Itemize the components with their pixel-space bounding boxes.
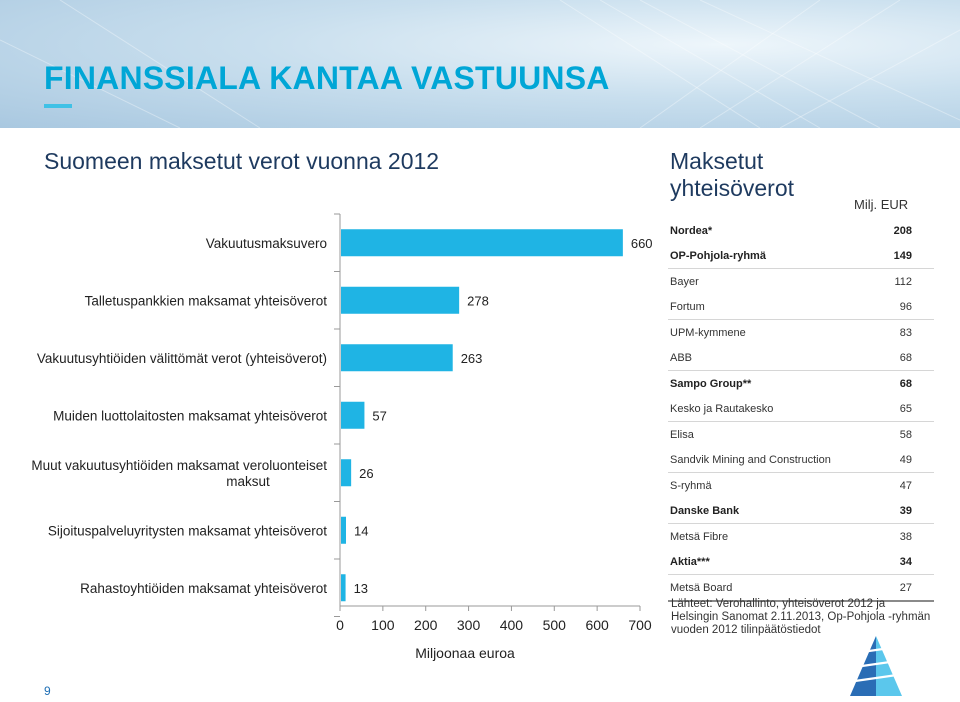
bar (341, 459, 351, 486)
side-table-title: Maksetut yhteisöverot (670, 148, 795, 201)
company-name: Metsä Fibre (670, 530, 729, 543)
table-row (668, 549, 934, 575)
company-name: ABB (668, 345, 840, 371)
page-title: FINANSSIALA KANTAA VASTUUNSA (44, 60, 610, 96)
tax-value: 96 (840, 294, 934, 320)
tax-value: 47 (899, 479, 912, 492)
table-row (668, 498, 934, 524)
company-name: Metsä Board (668, 575, 840, 602)
company-name: Fortum (668, 294, 840, 320)
x-tick-label: 700 (628, 617, 652, 633)
corporate-tax-table (668, 218, 934, 602)
bar (341, 344, 453, 371)
source-note: Lähteet: Verohallinto, yhteisöverot 2012 ja Helsingin Sanomat 2.11.2013, Op-Pohjola -ryhmän vuoden 2012 tilinpäätöstiedot (671, 598, 931, 636)
category-label: Vakuutusmaksuvero (205, 235, 327, 251)
data-label: 278 (467, 293, 489, 309)
company-name: Danske Bank (668, 498, 840, 524)
category-label: Vakuutusyhtiöiden välittömät verot (yhteisöverot) (36, 350, 327, 366)
table-row (668, 396, 934, 422)
tax-value: 112 (894, 275, 912, 288)
table-row (668, 371, 934, 397)
data-label: 14 (354, 523, 369, 539)
company-name: Bayer (670, 275, 699, 288)
tax-value: 68 (899, 377, 912, 390)
x-tick-label: 0 (336, 617, 344, 633)
category-label: Talletuspankkien maksamat yhteisöverot (84, 293, 327, 309)
chart-title: Suomeen maksetut verot vuonna 2012 (44, 148, 440, 174)
company-name: UPM-kymmene (670, 326, 746, 339)
category-label (31, 458, 327, 489)
category-label: Sijoituspalveluyritysten maksamat yhteisöverot (47, 523, 327, 539)
page-number: 9 (44, 684, 51, 698)
x-tick-label: 200 (414, 617, 438, 633)
table-row (668, 294, 934, 320)
category-label: Muiden luottolaitosten maksamat yhteisöverot (53, 408, 327, 424)
data-label: 13 (353, 580, 369, 596)
tax-value: 34 (840, 549, 934, 575)
table-row (668, 524, 934, 550)
company-name: S-ryhmä (670, 479, 712, 492)
x-tick-label: 300 (456, 617, 481, 633)
bar (341, 402, 364, 429)
company-name: Kesko ja Rautakesko (668, 396, 840, 422)
x-tick-label: 600 (585, 617, 609, 633)
x-tick-label: 100 (371, 617, 395, 633)
data-label: 57 (372, 408, 387, 424)
data-label: 263 (460, 350, 483, 366)
x-axis-label: Miljoonaa euroa (415, 645, 515, 661)
bar (341, 574, 346, 601)
table-row (668, 218, 934, 243)
bar (341, 287, 459, 314)
tax-value: 38 (899, 530, 912, 543)
table-row (668, 422, 934, 448)
table-row (668, 473, 934, 499)
company-name: Sandvik Mining and Construction (668, 447, 840, 473)
tax-value: 27 (840, 575, 934, 602)
x-tick-label: 500 (542, 617, 566, 633)
tax-value: 83 (899, 326, 912, 339)
data-label: 26 (359, 465, 374, 481)
tax-value: 68 (840, 345, 934, 371)
bar (341, 229, 623, 256)
company-name: OP-Pohjola-ryhmä (668, 243, 840, 269)
table-row (668, 345, 934, 371)
tax-value: 208 (893, 224, 912, 237)
category-label-line: maksut (226, 473, 270, 489)
tax-value: 149 (840, 243, 934, 269)
unit-label: Milj. EUR (854, 197, 909, 212)
table-row (668, 447, 934, 473)
table-row (668, 243, 934, 269)
tax-value: 65 (840, 396, 934, 422)
x-tick-label: 400 (499, 617, 524, 633)
category-label: Rahastoyhtiöiden maksamat yhteisöverot (80, 580, 327, 596)
title-underline (44, 104, 72, 108)
category-label-line: Muut vakuutusyhtiöiden maksamat veroluonteiset (31, 457, 327, 473)
tax-value: 49 (840, 447, 934, 473)
company-name: Aktia*** (668, 549, 840, 575)
company-name: Nordea* (670, 224, 713, 237)
bar-chart (0, 200, 660, 670)
table-row (668, 320, 934, 346)
finance-finland-logo (848, 636, 904, 698)
table-row (668, 269, 934, 295)
data-label: 660 (630, 235, 653, 251)
company-name: Elisa (670, 428, 694, 441)
tax-value: 58 (899, 428, 912, 441)
company-name: Sampo Group** (670, 377, 752, 390)
bar (341, 517, 346, 544)
tax-value: 39 (840, 498, 934, 524)
